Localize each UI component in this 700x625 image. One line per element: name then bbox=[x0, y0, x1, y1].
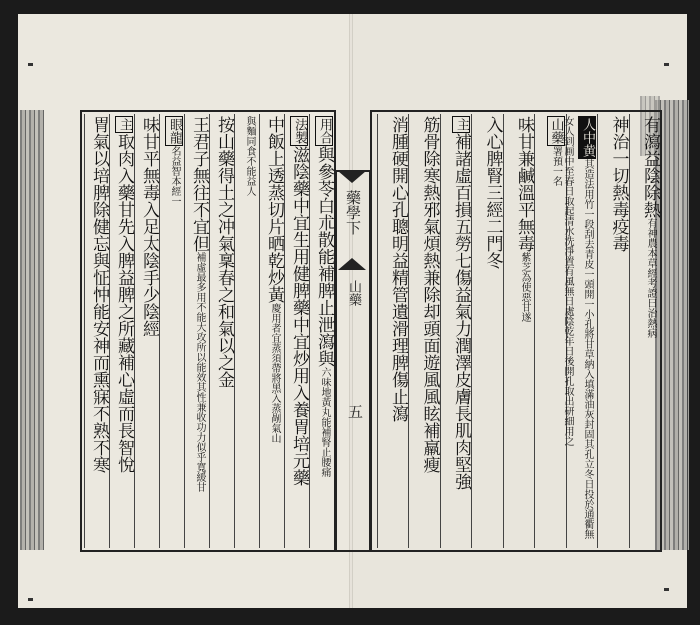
right-columns bbox=[374, 114, 660, 548]
section-tag: 人中黄 bbox=[580, 118, 595, 157]
left-text-frame bbox=[80, 110, 336, 552]
text-column bbox=[159, 114, 184, 548]
section-tag: 眼龍 bbox=[167, 118, 182, 144]
column-text: 有瀉益陰除熱 bbox=[640, 116, 660, 218]
text-column bbox=[134, 114, 159, 548]
text-column bbox=[562, 114, 598, 548]
column-note: 補虛最多用不能大攻所以能效其性兼收功力似乎寬緩甘 bbox=[194, 252, 205, 492]
column-text: 王君子無往不宜但 bbox=[189, 116, 209, 252]
column-text: 按山藥得土之冲氣稟春之和氣以之金 bbox=[214, 116, 234, 388]
center-title: 藥學下 bbox=[344, 190, 362, 235]
text-column bbox=[234, 114, 259, 548]
column-text: 補諸虛百損五勞七傷益氣力潤澤皮膚長肌肉堅強 bbox=[451, 133, 471, 490]
column-note: 紫芝為使惡甘遂 bbox=[519, 252, 530, 322]
column-text: 滋陰藥中宜生用健脾藥中宜炒用入養胃培元藥 bbox=[289, 146, 309, 486]
fishtail-mid bbox=[338, 258, 366, 270]
column-text: 與參苓白朮散能補脾止泄瀉與 bbox=[314, 146, 334, 367]
column-text: 中飯上透蒸切片晒乾炒黃 bbox=[264, 116, 284, 303]
column-note: 有神農本草經考證曰治熱病 bbox=[645, 218, 656, 338]
text-column bbox=[209, 114, 234, 548]
fishtail-top bbox=[338, 171, 366, 183]
column-note: 六味地黃丸能補腎止腰痛 bbox=[319, 367, 330, 477]
section-tag: 用合 bbox=[317, 118, 332, 144]
center-strip bbox=[336, 170, 370, 552]
column-text: 神治一切熱毒疫毒 bbox=[608, 116, 629, 252]
column-text: 筋骨除寒熱邪氣煩熱兼除却頭面遊風風眩補羸瘦 bbox=[419, 116, 440, 473]
margin-dot bbox=[664, 588, 669, 591]
column-note: 署預一名 bbox=[550, 146, 562, 186]
margin-dot bbox=[28, 63, 33, 66]
text-column bbox=[471, 114, 503, 548]
text-column bbox=[377, 114, 409, 548]
text-column bbox=[309, 114, 334, 548]
margin-dot bbox=[664, 63, 669, 66]
column-text: 入心脾腎三經二門冬 bbox=[482, 116, 503, 269]
left-edge-smudge bbox=[20, 110, 44, 550]
column-note: 其造法用竹一段刮去青皮一頭開一小孔將甘草納入填滿油灰封固其孔立冬日投於通衢無女人到厠中至春日取起清水洗淨置有風無日處陰乾年日後開孔取出研細用之 bbox=[562, 116, 593, 539]
column-text: 取肉入藥甘先入脾益脾之所藏補心虛而長智悅 bbox=[114, 133, 134, 473]
text-column bbox=[84, 114, 109, 548]
column-text: 消腫硬開心孔聰明益精管遺滑理脾傷止瀉 bbox=[388, 116, 408, 422]
text-column bbox=[597, 114, 629, 548]
text-column bbox=[184, 114, 209, 548]
column-text: 味甘兼鹹溫平無毒 bbox=[514, 116, 534, 252]
column-text: 胃氣以培脾除健忘與怔忡能安神而熏寐不熟不寒 bbox=[89, 116, 109, 473]
column-note: 名益智本經一 bbox=[169, 146, 180, 206]
column-note: 與麵同食不能益人 bbox=[244, 116, 255, 196]
text-column bbox=[503, 114, 535, 548]
section-tag: 主 bbox=[117, 118, 132, 131]
section-tag: 山藥 bbox=[548, 118, 564, 144]
text-column bbox=[408, 114, 440, 548]
right-text-frame bbox=[370, 110, 662, 552]
column-text: 味甘平無毒入足太陰手少陰經 bbox=[139, 116, 159, 337]
center-section: 山藥 bbox=[346, 280, 361, 306]
text-column bbox=[440, 114, 472, 548]
section-tag: 法製 bbox=[292, 118, 307, 144]
margin-dot bbox=[28, 598, 33, 601]
left-columns bbox=[84, 114, 334, 548]
text-column bbox=[259, 114, 284, 548]
text-column bbox=[284, 114, 309, 548]
text-column bbox=[109, 114, 134, 548]
text-column bbox=[629, 114, 661, 548]
column-note: 慶用者宜蒸須帶將黑入蒸剮氣山 bbox=[269, 303, 280, 443]
page-number: 五 bbox=[346, 404, 364, 419]
section-tag: 主 bbox=[454, 118, 469, 131]
